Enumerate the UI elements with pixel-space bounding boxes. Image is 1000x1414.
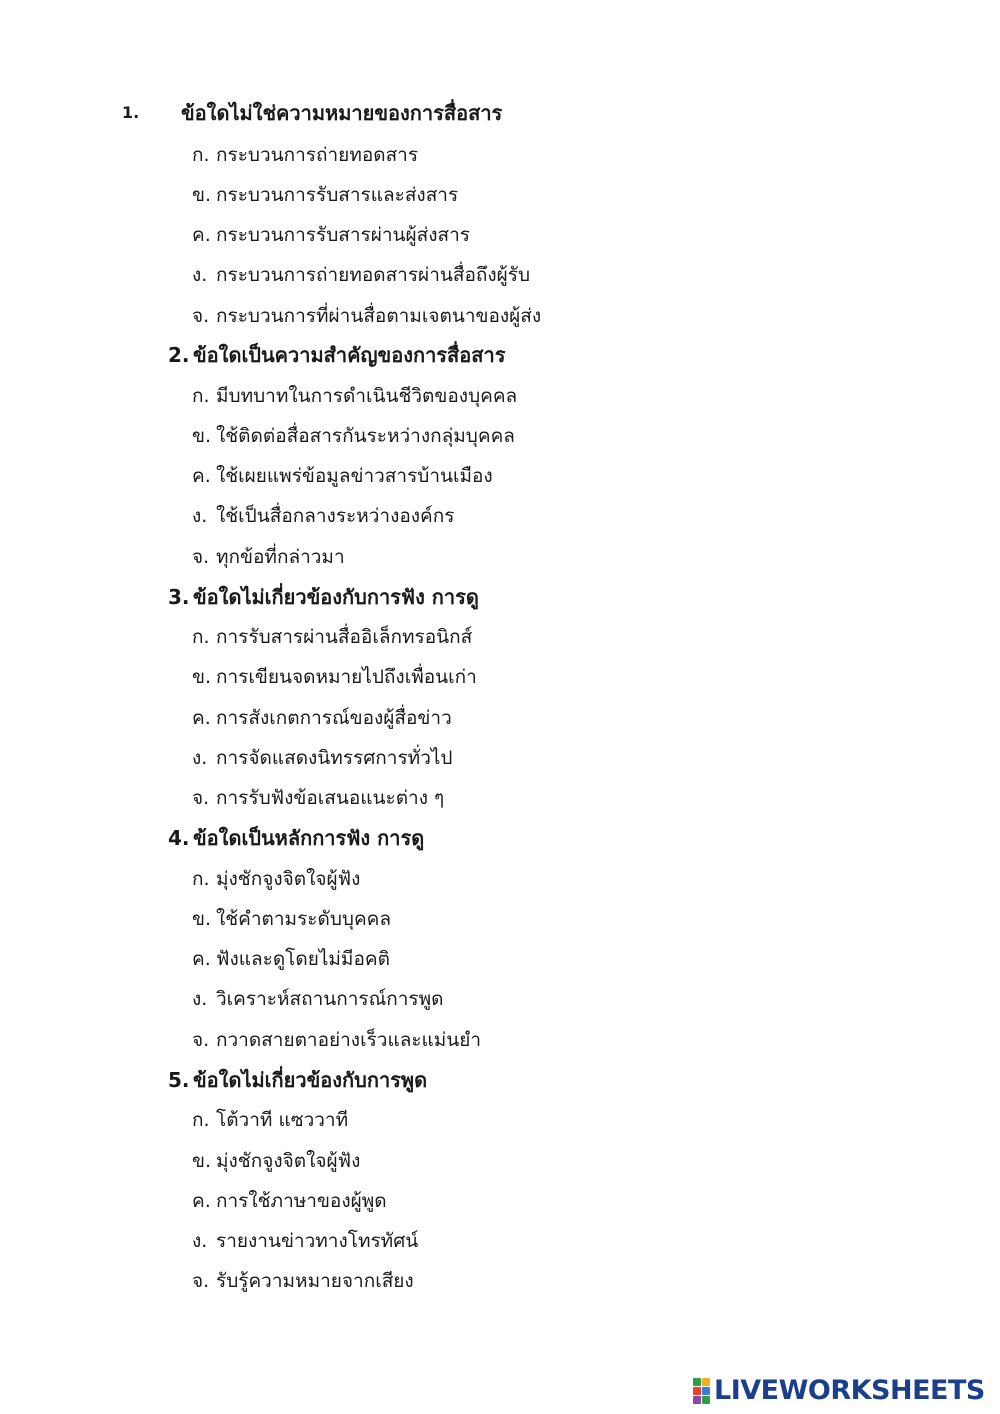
question-text: ข้อใดไม่เกี่ยวข้องกับการพูด <box>193 1068 428 1092</box>
option-label: จ. <box>192 1270 210 1292</box>
option-label: ง. <box>192 1230 208 1252</box>
question-text: ข้อใดไม่ใช่ความหมายของการสื่อสาร <box>181 101 503 125</box>
question-text: ข้อใดไม่เกี่ยวข้องกับการฟัง การดู <box>193 585 479 609</box>
question-number: 3. <box>168 585 190 609</box>
option-label: ก. <box>192 1109 210 1131</box>
option-text: ใช้เป็นสื่อกลางระหว่างองค์กร <box>216 505 455 527</box>
question-number: 4. <box>168 826 190 850</box>
question-text: ข้อใดเป็นความสำคัญของการสื่อสาร <box>193 343 506 367</box>
option-label: ค. <box>192 1190 211 1212</box>
option-text: กวาดสายตาอย่างเร็วและแม่นยำ <box>216 1029 482 1051</box>
option-label: จ. <box>192 305 210 327</box>
option-q1-b <box>192 181 458 209</box>
option-label: ข. <box>192 908 212 930</box>
option-label: ง. <box>192 505 208 527</box>
option-text: กระบวนการที่ผ่านสื่อตามเจตนาของผู้ส่ง <box>216 305 542 327</box>
option-q5-a <box>192 1106 348 1134</box>
option-text: ใช้ติดต่อสื่อสารกันระหว่างกลุ่มบุคคล <box>216 425 515 447</box>
option-text: มีบทบาทในการดำเนินชีวิตของบุคคล <box>216 385 518 407</box>
option-text: รับรู้ความหมายจากเสียง <box>216 1270 414 1292</box>
option-q4-e <box>192 1026 481 1054</box>
option-label: ค. <box>192 224 211 246</box>
option-q5-e <box>192 1267 414 1295</box>
option-q4-c <box>192 945 390 973</box>
option-q5-c <box>192 1187 387 1215</box>
option-q5-d <box>192 1227 418 1255</box>
option-label: ข. <box>192 184 212 206</box>
option-text: การรับฟังข้อเสนอแนะต่าง ๆ <box>216 787 445 809</box>
option-label: จ. <box>192 546 210 568</box>
option-q2-e <box>192 543 345 571</box>
option-text: กระบวนการรับสารและส่งสาร <box>216 184 459 206</box>
option-label: ค. <box>192 948 211 970</box>
option-text: ฟังและดูโดยไม่มีอคติ <box>216 948 390 970</box>
option-q4-b <box>192 905 391 933</box>
option-q1-a <box>192 141 418 169</box>
option-label: จ. <box>192 787 210 809</box>
question-text: ข้อใดเป็นหลักการฟัง การดู <box>193 826 425 850</box>
option-q2-d <box>192 502 454 530</box>
option-text: การรับสารผ่านสื่ออิเล็กทรอนิกส์ <box>216 626 473 648</box>
option-label: ก. <box>192 385 210 407</box>
option-text: กระบวนการถ่ายทอดสาร <box>216 144 419 166</box>
option-q4-a <box>192 865 360 893</box>
option-q3-c <box>192 704 452 732</box>
option-q2-a <box>192 382 517 410</box>
option-label: ก. <box>192 868 210 890</box>
option-text: กระบวนการถ่ายทอดสารผ่านสื่อถึงผู้รับ <box>216 264 531 286</box>
liveworksheets-logo-icon <box>693 1377 711 1403</box>
option-label: ค. <box>192 707 211 729</box>
option-q3-a <box>192 623 472 651</box>
option-text: รายงานข่าวทางโทรทัศน์ <box>216 1230 419 1252</box>
option-q3-b <box>192 663 477 691</box>
option-label: ค. <box>192 465 211 487</box>
option-q1-e <box>192 302 541 330</box>
option-text: การเขียนจดหมายไปถึงเพื่อนเก่า <box>216 666 477 688</box>
option-label: ง. <box>192 747 208 769</box>
question-number: 1. <box>122 103 140 122</box>
option-q2-c <box>192 462 493 490</box>
brand-name: LIVEWORKSHEETS <box>714 1374 985 1406</box>
option-q4-d <box>192 985 443 1013</box>
question-number: 2. <box>168 343 190 367</box>
option-text: โต้วาที แซววาที <box>216 1109 349 1131</box>
option-q2-b <box>192 422 515 450</box>
option-text: วิเคราะห์สถานการณ์การพูด <box>216 988 444 1010</box>
liveworksheets-logo[interactable] <box>693 1373 985 1407</box>
option-label: ง. <box>192 988 208 1010</box>
option-text: ใช้คำตามระดับบุคคล <box>216 908 392 930</box>
option-text: การสังเกตการณ์ของผู้สื่อข่าว <box>216 707 452 729</box>
option-label: ข. <box>192 666 212 688</box>
option-text: การจัดแสดงนิทรรศการทั่วไป <box>216 747 453 769</box>
option-label: ง. <box>192 264 208 286</box>
option-label: ก. <box>192 144 210 166</box>
option-label: ข. <box>192 425 212 447</box>
option-text: มุ่งชักจูงจิตใจผู้ฟัง <box>216 868 361 890</box>
option-text: ใช้เผยแพร่ข้อมูลข่าวสารบ้านเมือง <box>216 465 493 487</box>
option-label: จ. <box>192 1029 210 1051</box>
option-q1-c <box>192 221 470 249</box>
question-number: 5. <box>168 1068 190 1092</box>
option-text: ทุกข้อที่กล่าวมา <box>216 546 345 568</box>
option-q5-b <box>192 1147 360 1175</box>
option-q3-d <box>192 744 452 772</box>
option-label: ก. <box>192 626 210 648</box>
option-text: กระบวนการรับสารผ่านผู้ส่งสาร <box>216 224 471 246</box>
option-label: ข. <box>192 1150 212 1172</box>
option-text: มุ่งชักจูงจิตใจผู้ฟัง <box>216 1150 361 1172</box>
option-q1-d <box>192 261 530 289</box>
option-text: การใช้ภาษาของผู้พูด <box>216 1190 387 1212</box>
option-q3-e <box>192 784 444 812</box>
